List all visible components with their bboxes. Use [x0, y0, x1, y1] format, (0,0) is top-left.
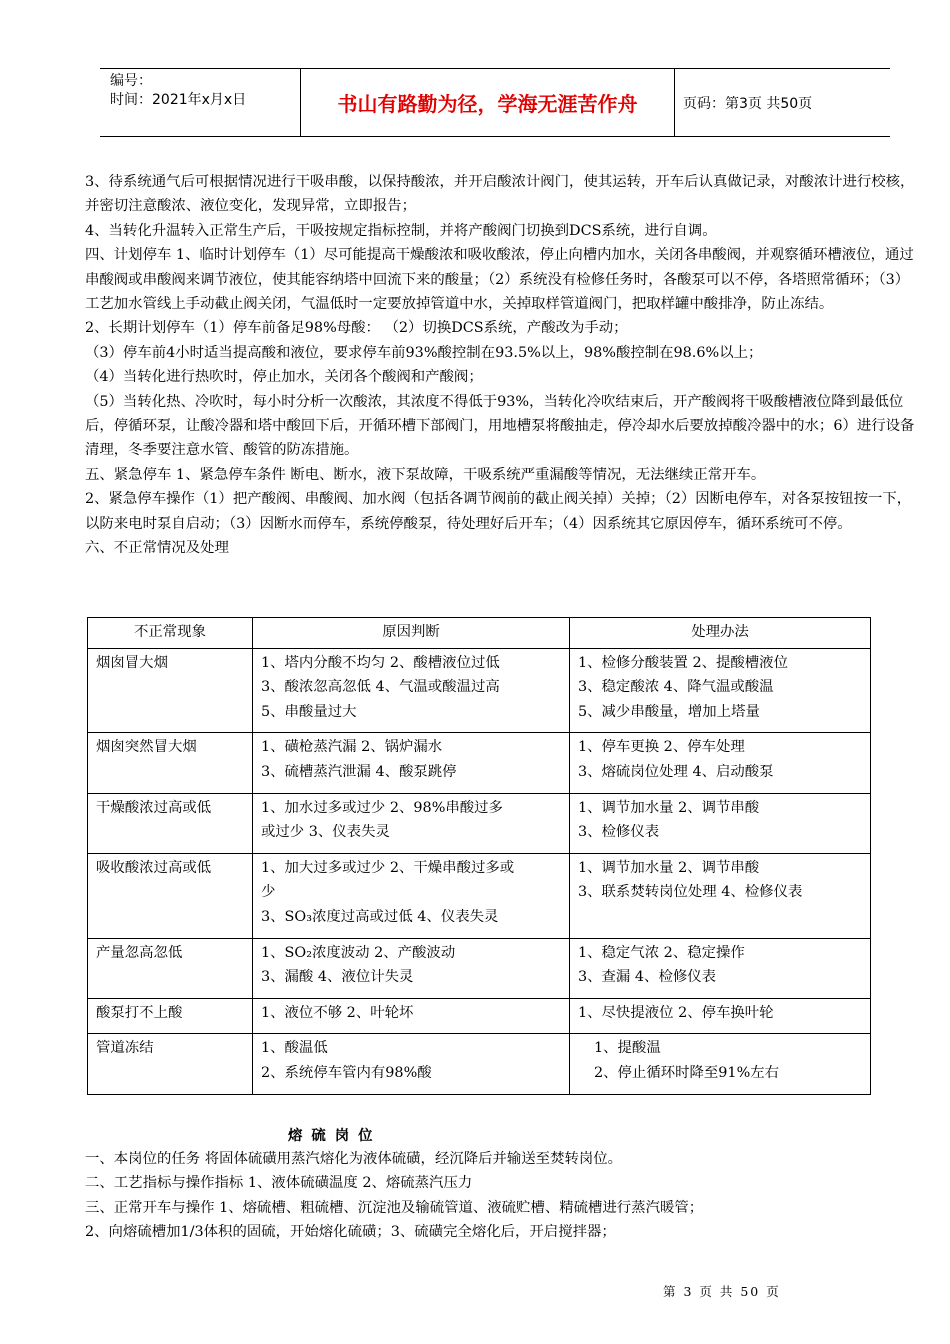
cause-line: 或过少 3、仪表失灵: [261, 824, 390, 841]
cause-line: 少: [261, 884, 276, 901]
paragraph: （5）当转化热、冷吹时，每小时分析一次酸浓，其浓度不得低于93%，当转化冷吹结束后，开产酸阀将干吸酸槽液位降到最低位后，停循环泵，让酸冷器和塔中酸回下后，开循环槽下部阀门，用地槽泵将酸抽走，停冷却水后要放掉酸冷器中的水；6）进行设备清理，冬季要注意水管、酸管的防冻措施。: [85, 393, 915, 459]
table-row: [88, 793, 871, 853]
cell-cause: [253, 648, 570, 733]
cell-phenomenon: 烟囱冒大烟: [88, 648, 253, 733]
paragraph: 一、本岗位的任务 将固体硫磺用蒸汽熔化为液体硫磺，经沉降后并输送至焚转岗位。: [85, 1151, 623, 1167]
action-line: 3、稳定酸浓 4、降气温或酸温: [578, 679, 774, 696]
action-line: 1、停车更换 2、停车处理: [578, 739, 745, 756]
page-footer: 第 3 页 共 50 页: [663, 1284, 781, 1299]
action-line: 1、尽快提液位 2、停车换叶轮: [578, 1004, 774, 1021]
action-line: 3、熔硫岗位处理 4、启动酸泵: [578, 763, 774, 780]
cell-action: [570, 733, 871, 793]
action-line: 3、联系焚转岗位处理 4、检修仪表: [578, 884, 803, 901]
paragraph: 三、正常开车与操作 1、熔硫槽、粗硫槽、沉淀池及输硫管道、液硫贮槽、精硫槽进行蒸汽暖管；: [85, 1199, 704, 1216]
paragraph: （4）当转化进行热吹时，停止加水，关闭各个酸阀和产酸阀；: [85, 369, 483, 386]
cell-action: [570, 648, 871, 733]
cell-action: [570, 938, 871, 998]
cause-line: 1、塔内分酸不均匀 2、酸槽液位过低: [261, 654, 500, 671]
table-row: [88, 998, 871, 1034]
action-line: 1、提酸温: [594, 1040, 661, 1057]
cell-action: [570, 1034, 871, 1094]
time-label: 时间：2021年x月x日: [110, 92, 247, 108]
table-row: [88, 648, 871, 733]
cell-phenomenon: 吸收酸浓过高或低: [88, 853, 253, 938]
abnormal-table: [87, 617, 871, 1095]
action-line: 2、停止循环时降至91%左右: [594, 1064, 780, 1081]
cell-cause: [253, 853, 570, 938]
paragraph: （3）停车前4小时适当提高酸和液位，要求停车前93%酸控制在93.5%以上，98%酸控制在98.6%以上；: [85, 344, 763, 361]
cell-cause: [253, 1034, 570, 1094]
table-row: [88, 853, 871, 938]
paragraph: 2、长期计划停车（1）停车前备足98%母酸： （2）切换DCS系统，产酸改为手动；: [85, 320, 628, 337]
cause-line: 1、SO₂浓度波动 2、产酸波动: [261, 944, 456, 961]
header-cause: 原因判断: [253, 618, 570, 649]
cell-action: [570, 853, 871, 938]
action-line: 1、调节加水量 2、调节串酸: [578, 799, 760, 816]
header-phenomenon: 不正常现象: [88, 618, 253, 649]
table-row: [88, 938, 871, 998]
cell-phenomenon: 烟囱突然冒大烟: [88, 733, 253, 793]
paragraph: 2、紧急停车操作（1）把产酸阀、串酸阀、加水阀（包括各调节阀前的截止阀关掉）关掉；（2）因断电停车，对各泵按钮按一下，以防来电时泵自启动；（3）因断水而停车，系统停酸泵，待处理好后开车；（4）因系统其它原因停车，循环系统可不停。: [85, 491, 912, 532]
cause-line: 5、串酸量过大: [261, 703, 357, 720]
cause-line: 1、加水过多或过少 2、98%串酸过多: [261, 799, 503, 816]
cause-line: 2、系统停车管内有98%酸: [261, 1064, 432, 1081]
paragraph: 四、计划停车 1、临时计划停车（1）尽可能提高干燥酸浓和吸收酸浓，停止向槽内加水，关闭各串酸阀，并观察循环槽液位，通过串酸阀或串酸阀来调节液位，使其能容纳塔中回流下来的酸量；（2）系统没有检修任务时，各酸泵可以不停，各塔照常循环；（3）工艺加水管线上手动截止阀关闭，气温低时一定要放掉管道中水，关掉取样管道阀门，把取样罐中酸排净，防止冻结。: [85, 247, 914, 313]
paragraph: 3、待系统通气后可根据情况进行干吸串酸，以保持酸浓，并开启酸浓计阀门，使其运转，开车后认真做记录，对酸浓计进行校核，并密切注意酸浓、液位变化，发现异常，立即报告；: [85, 174, 915, 215]
cell-cause: [253, 733, 570, 793]
cell-phenomenon: 酸泵打不上酸: [88, 998, 253, 1034]
cell-phenomenon: 管道冻结: [88, 1034, 253, 1094]
table-body: [88, 648, 871, 1094]
paragraph: 2、向熔硫槽加1/3体积的固硫，开始熔化硫磺；3、硫磺完全熔化后，开启搅拌器；: [85, 1224, 616, 1241]
action-line: 3、检修仪表: [578, 824, 660, 841]
page-header: [100, 68, 890, 137]
action-line: 1、稳定气浓 2、稳定操作: [578, 944, 745, 961]
header-motto: 书山有路勤为径，学海无涯苦作舟: [337, 92, 638, 116]
cell-phenomenon: 干燥酸浓过高或低: [88, 793, 253, 853]
cell-phenomenon: 产量忽高忽低: [88, 938, 253, 998]
header-action: 处理办法: [570, 618, 871, 649]
body-text: [85, 170, 915, 561]
section-title: 熔硫岗位: [288, 1127, 382, 1144]
cause-line: 1、加大过多或过少 2、干燥串酸过多或: [261, 859, 515, 876]
cause-line: 1、液位不够 2、叶轮坏: [261, 1004, 414, 1021]
header-motto-cell: [300, 69, 675, 136]
header-page-label: 页码：第3页 共50页: [683, 95, 813, 112]
cell-cause: [253, 793, 570, 853]
paragraph: 4、当转化升温转入正常生产后，干吸按规定指标控制，并将产酸阀门切换到DCS系统，进行自调。: [85, 222, 717, 239]
paragraph: 六、不正常情况及处理: [85, 540, 229, 557]
cause-line: 3、酸浓忽高忽低 4、气温或酸温过高: [261, 679, 500, 696]
action-line: 1、检修分酸装置 2、提酸槽液位: [578, 654, 788, 671]
cell-action: [570, 998, 871, 1034]
paragraph: 五、紧急停车 1、紧急停车条件 断电、断水，液下泵故障，干吸系统严重漏酸等情况，无法继续正常开车。: [85, 466, 766, 483]
action-line: 1、调节加水量 2、调节串酸: [578, 859, 760, 876]
table-row: [88, 1034, 871, 1094]
paragraph: 二、工艺指标与操作指标 1、液体硫磺温度 2、熔硫蒸汽压力: [85, 1175, 473, 1192]
cell-cause: [253, 938, 570, 998]
cause-line: 1、磺枪蒸汽漏 2、锅炉漏水: [261, 739, 443, 756]
action-line: 3、查漏 4、检修仪表: [578, 969, 717, 986]
bottom-text: [85, 1147, 915, 1245]
cell-action: [570, 793, 871, 853]
cause-line: 3、硫槽蒸汽泄漏 4、酸泵跳停: [261, 763, 457, 780]
action-line: 5、减少串酸量，增加上塔量: [578, 703, 760, 720]
cause-line: 3、SO₃浓度过高或过低 4、仪表失灵: [261, 908, 499, 925]
cause-line: 3、漏酸 4、液位计失灵: [261, 969, 414, 986]
number-label: 编号：: [110, 73, 152, 89]
table-header-row: [88, 618, 871, 649]
cell-cause: [253, 998, 570, 1034]
table-row: [88, 733, 871, 793]
cause-line: 1、酸温低: [261, 1040, 328, 1057]
header-meta: [100, 69, 300, 136]
